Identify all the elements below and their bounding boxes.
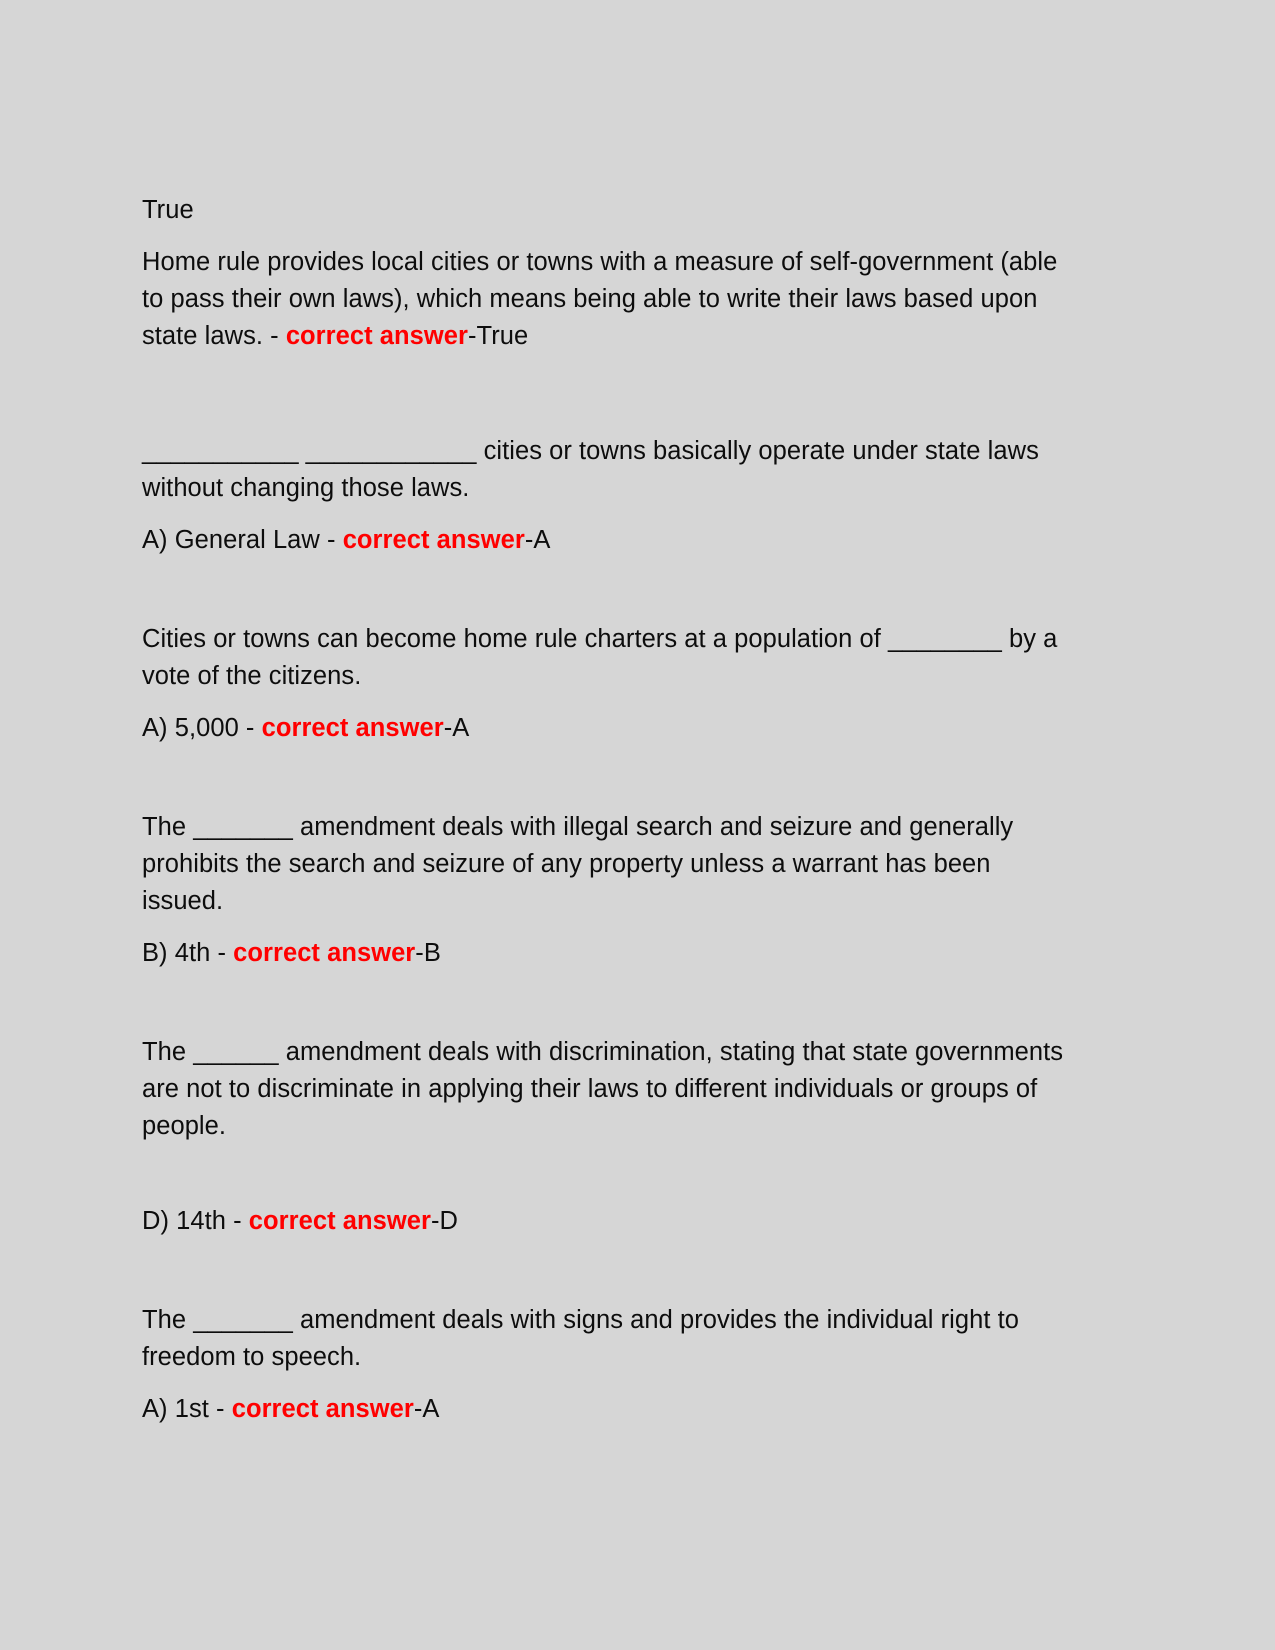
correct-answer-marker: correct answer: [233, 939, 416, 967]
answer-first-amendment-letter: -A: [413, 1395, 440, 1423]
question-fourteenth-amendment-prompt: [142, 1034, 1077, 1145]
answer-fourteenth-amendment: [142, 1203, 1077, 1240]
question-home-rule: [142, 244, 1077, 355]
question-first-amendment-pre: The: [142, 1306, 194, 1334]
document-content: [142, 192, 1077, 1428]
answer-general-law: [142, 522, 1077, 559]
question-fourth-amendment-post: amendment deals with illegal search and seizure and generally prohibits the search and seizure of any property unless a warrant has been issued.: [142, 813, 1014, 915]
spacer: [142, 507, 1077, 522]
answer-fourth-amendment-letter: -B: [415, 939, 441, 967]
question-fourteenth-amendment-pre: The: [142, 1038, 194, 1066]
fill-blank: ______: [193, 1038, 279, 1066]
answer-fourth-amendment: [142, 935, 1077, 972]
fill-blank: _______: [193, 813, 293, 841]
spacer: [142, 1240, 1077, 1302]
answer-population-option: A) 5,000 -: [142, 714, 262, 742]
question-general-law-prompt: [142, 433, 1077, 507]
question-fourth-amendment-pre: The: [142, 813, 194, 841]
answer-fourteenth-amendment-option: D) 14th -: [142, 1207, 249, 1235]
question-first-amendment-post: amendment deals with signs and provides the individual right to freedom to speech.: [142, 1306, 1019, 1371]
answer-general-law-option: A) General Law -: [142, 526, 343, 554]
answer-first-amendment-option: A) 1st -: [142, 1395, 232, 1423]
spacer: [142, 695, 1077, 710]
question-population-prompt-pre: Cities or towns can become home rule charters at a population of: [142, 625, 888, 653]
question-first-amendment-prompt: [142, 1302, 1077, 1376]
fill-blank: ________: [887, 625, 1002, 653]
question-home-rule-answer: -True: [467, 322, 529, 350]
spacer: [142, 229, 1077, 244]
spacer: [142, 1376, 1077, 1391]
correct-answer-marker: correct answer: [285, 322, 468, 350]
spacer: [142, 972, 1077, 1034]
spacer: [142, 559, 1077, 621]
correct-answer-marker: correct answer: [231, 1395, 414, 1423]
question-population-prompt: [142, 621, 1077, 695]
answer-population-letter: -A: [443, 714, 470, 742]
answer-population: [142, 710, 1077, 747]
answer-fourth-amendment-option: B) 4th -: [142, 939, 234, 967]
spacer: [142, 920, 1077, 935]
question-fourth-amendment-prompt: [142, 809, 1077, 920]
question-population-prompt-post: by a vote of the citizens.: [142, 625, 1058, 690]
question-general-law-prompt-text: cities or towns basically operate under state laws without changing those laws.: [142, 437, 1039, 502]
fill-blank: _______: [193, 1306, 293, 1334]
answer-first-amendment: [142, 1391, 1077, 1428]
answer-general-law-letter: -A: [524, 526, 551, 554]
correct-answer-marker: correct answer: [248, 1207, 431, 1235]
statement-true: [142, 192, 1077, 229]
question-home-rule-prompt: Home rule provides local cities or towns with a measure of self-government (able to pass their own laws), which means being able to write their laws based upon state laws. -: [142, 248, 1058, 350]
fill-blank: ___________ ____________: [142, 437, 484, 465]
spacer: [142, 747, 1077, 809]
correct-answer-marker: correct answer: [342, 526, 525, 554]
spacer: [142, 355, 1077, 433]
correct-answer-marker: correct answer: [261, 714, 444, 742]
spacer: [142, 1145, 1077, 1203]
answer-fourteenth-amendment-letter: -D: [430, 1207, 458, 1235]
statement-true-text: True: [142, 196, 194, 224]
question-fourteenth-amendment-post: amendment deals with discrimination, stating that state governments are not to discriminate in applying their laws to different individuals or groups of people.: [142, 1038, 1064, 1140]
